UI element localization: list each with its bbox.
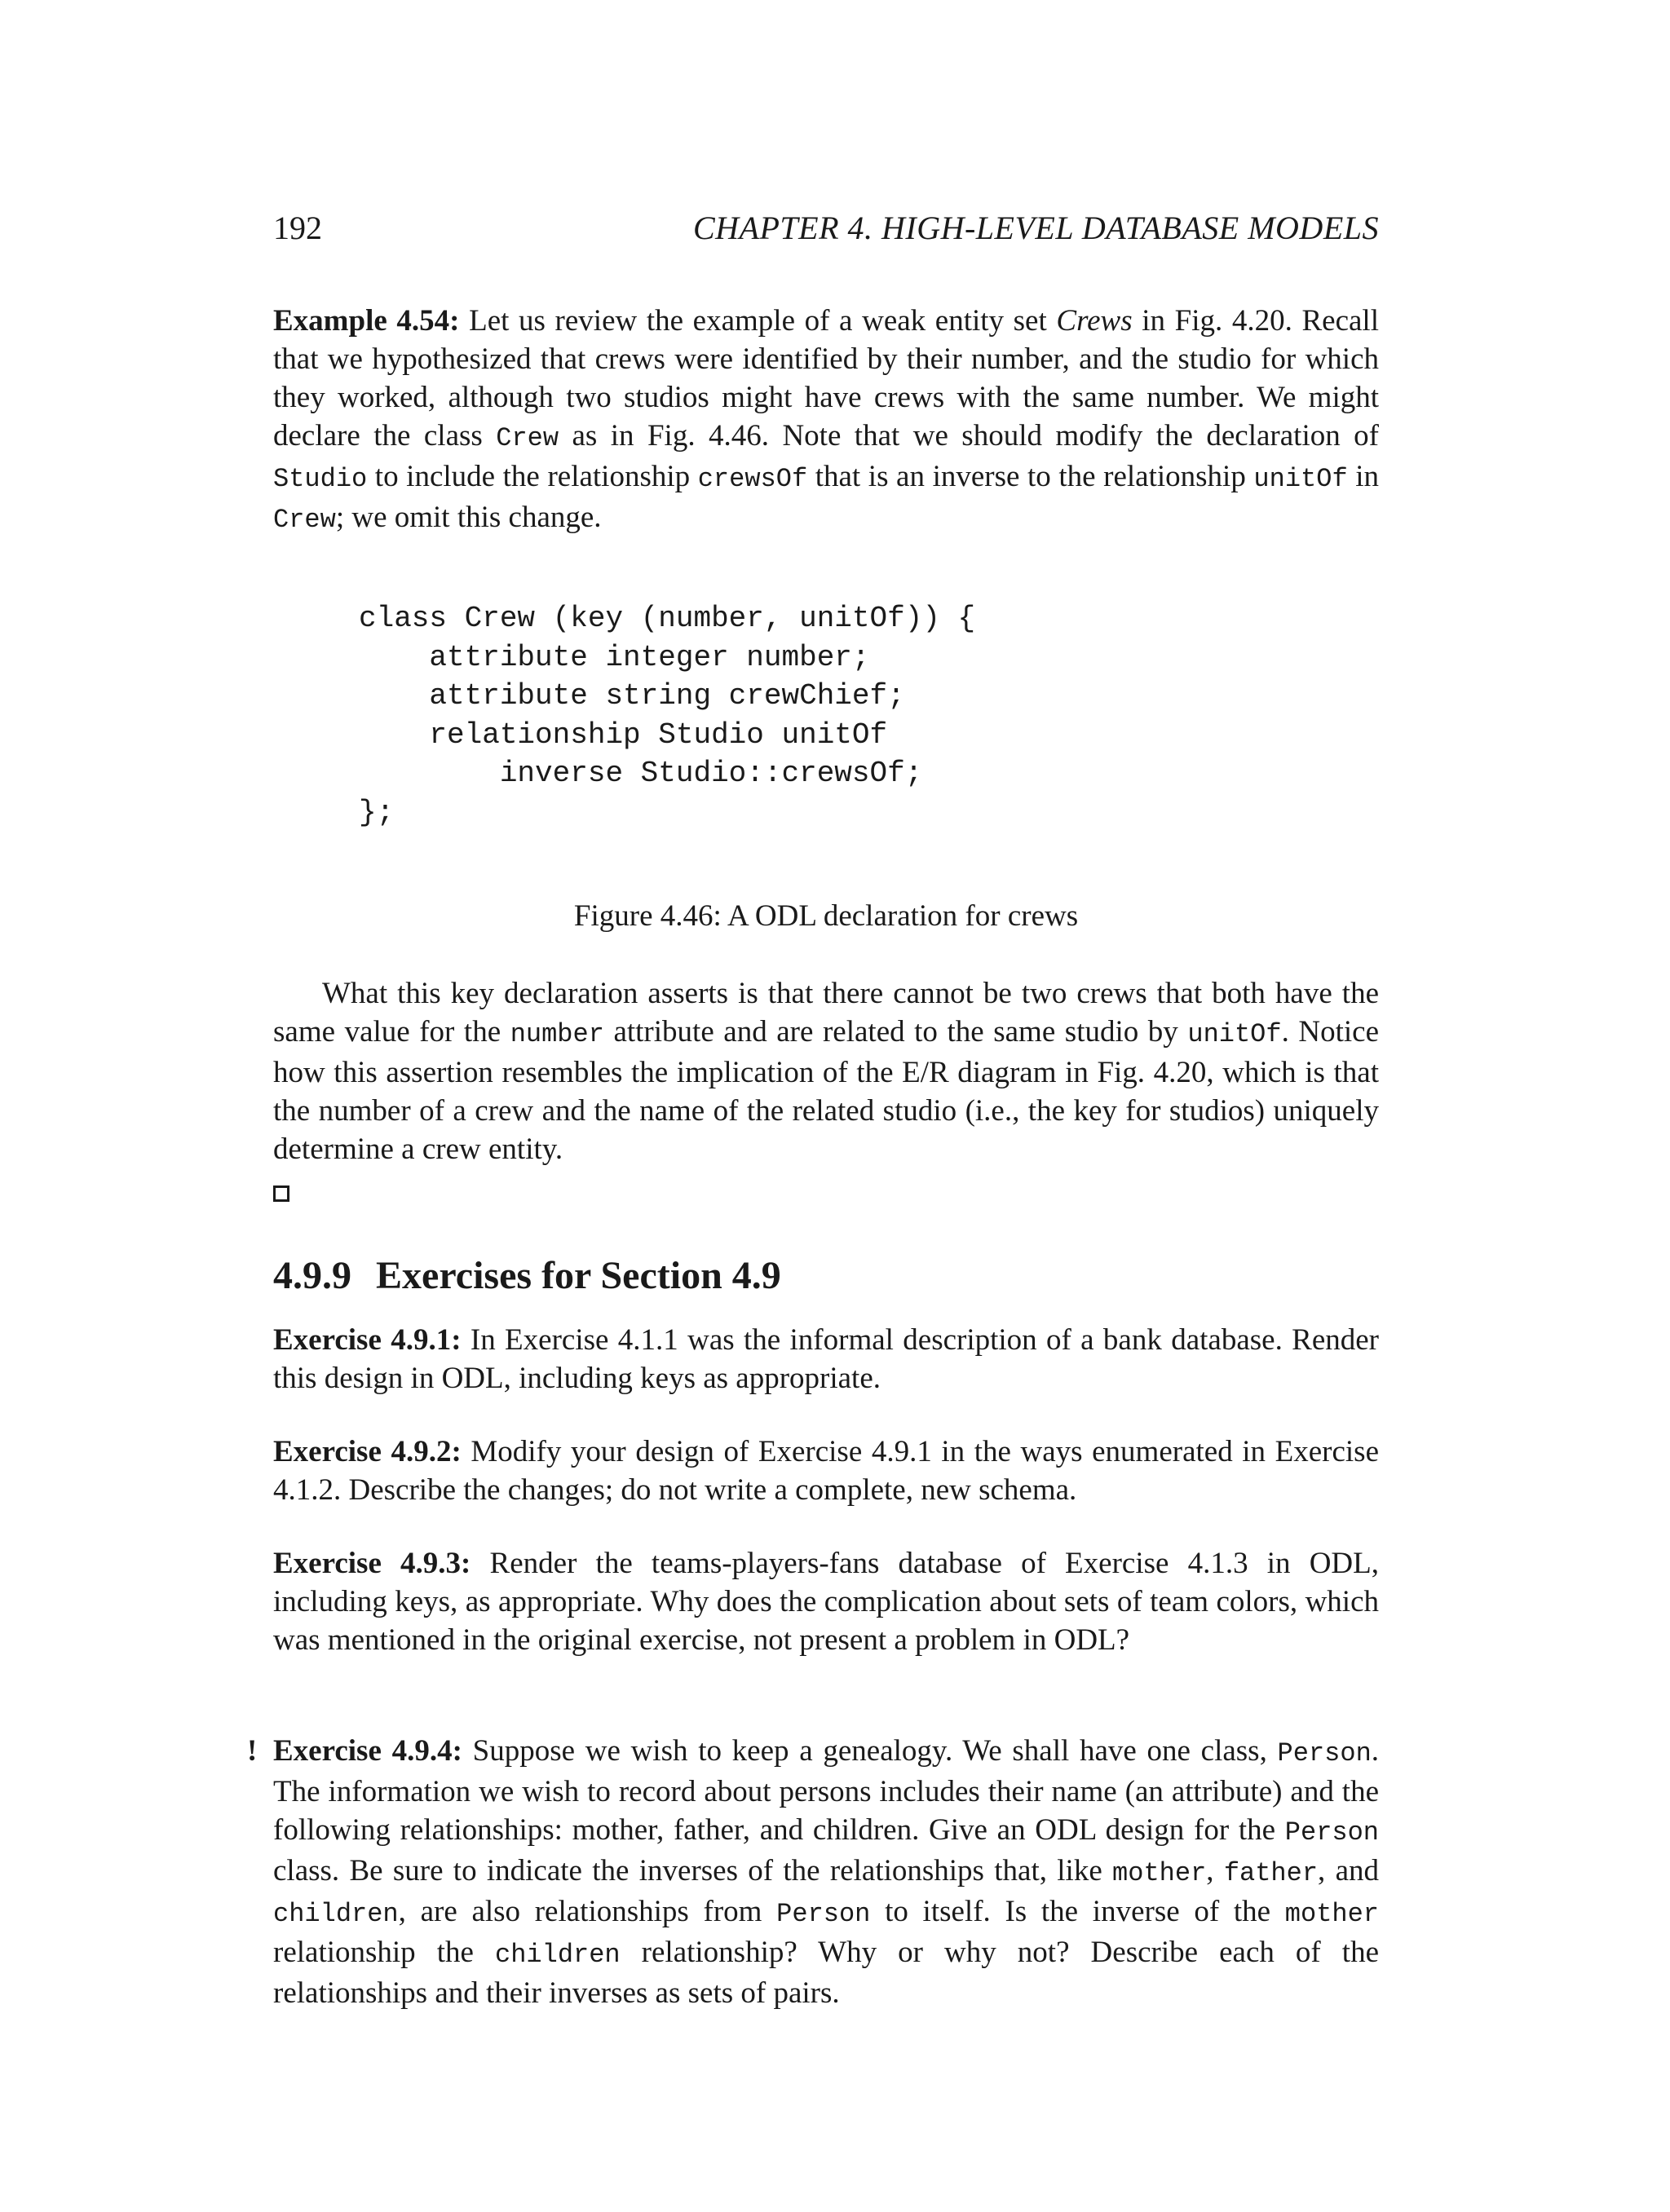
inline-code: Crew xyxy=(496,423,559,453)
difficulty-mark: ! xyxy=(247,1734,258,1768)
inline-code: Crew xyxy=(273,505,336,535)
end-of-example-box-icon xyxy=(273,1185,289,1202)
inline-code: unitOf xyxy=(1187,1019,1282,1049)
explanation-paragraph: What this key declaration asserts is that there cannot be two crews that both have the same value for the number attribute and are related to the same studio by unitOf. Notice how this assertion resembles the implication of the E/R diagram in Fig. 4.20, which is that the number of a crew and the name of the related studio (i.e., the key for studios) uniquely determine a crew entity. xyxy=(273,974,1379,1210)
exercise-4-9-2: Exercise 4.9.2: Modify your design of Exercise 4.9.1 in the ways enumerated in Exercise 4.1.2. Describe the changes; do not write a complete, new schema. xyxy=(273,1435,1380,1507)
section-number: 4.9.9 xyxy=(273,1254,351,1297)
inline-code: number xyxy=(510,1019,604,1049)
inline-code: unitOf xyxy=(1253,464,1348,494)
section-title: Exercises for Section 4.9 xyxy=(376,1254,781,1297)
code-listing: class Crew (key (number, unitOf)) { attribute integer number; attribute string crewChief; relationship Studio unitOf inverse Studio::crewsOf; }; xyxy=(359,602,976,829)
inline-code: Person xyxy=(1284,1817,1379,1848)
crews-entity-name: Crews xyxy=(1056,304,1133,338)
page-number: 192 xyxy=(273,210,322,246)
exercise-label: Exercise 4.9.2: xyxy=(273,1435,462,1468)
inline-code: mother xyxy=(1112,1858,1207,1888)
inline-code: crewsOf xyxy=(697,464,808,494)
example-label: Example 4.54: xyxy=(273,304,460,338)
inline-code: Person xyxy=(776,1899,871,1929)
running-header xyxy=(273,208,1379,249)
inline-code: mother xyxy=(1284,1899,1379,1929)
inline-code: children xyxy=(273,1899,399,1929)
figure-caption: Figure 4.46: A ODL declaration for crews xyxy=(573,899,1079,933)
example-paragraph: Example 4.54: Let us review the example of a weak entity set Crews in Fig. 4.20. Recall that we hypothesized that crews were identified by their number, and the studio for which they worked, although two studios might have crews with the same number. We might declare the class Crew as in Fig. 4.46. Note that we should modify the declaration of Studio to include the relationship crewsOf that is an inverse to the relationship unitOf in Crew; we omit this change. xyxy=(273,304,1380,535)
exercise-4-9-4: ! Exercise 4.9.4: Suppose we wish to keep a genealogy. We shall have one class, Person. The information we wish to record about persons includes their name (an attribute) and the following relationships: mother, father, and children. Give an ODL design for the Person class. Be sure to indicate the inverses of the relationships that, like mother, father, and children, are also relationships from Person to itself. Is the inverse of the mother relationship the children relationship? Why or why not? Describe each of the relationships and their inverses as sets of pairs. xyxy=(273,1732,1379,2012)
exercise-4-9-1: Exercise 4.9.1: In Exercise 4.1.1 was the informal description of a bank database. Render this design in ODL, including keys as appropriate. xyxy=(273,1323,1379,1395)
inline-code: Studio xyxy=(273,464,368,494)
inline-code: father xyxy=(1223,1858,1319,1888)
chapter-title: CHAPTER 4. HIGH-LEVEL DATABASE MODELS xyxy=(692,210,1379,246)
exercise-label: Exercise 4.9.4: xyxy=(273,1734,462,1768)
inline-code: children xyxy=(495,1940,621,1970)
inline-code: Person xyxy=(1277,1738,1372,1768)
exercise-label: Exercise 4.9.3: xyxy=(273,1547,471,1580)
exercise-4-9-3: Exercise 4.9.3: Render the teams-players-fans database of Exercise 4.1.3 in ODL, including keys, as appropriate. Why does the complication about sets of team colors, which was mentioned in the original exercise, not present a problem in ODL? xyxy=(273,1547,1380,1657)
section-heading xyxy=(273,1252,781,1300)
exercise-label: Exercise 4.9.1: xyxy=(273,1323,462,1357)
